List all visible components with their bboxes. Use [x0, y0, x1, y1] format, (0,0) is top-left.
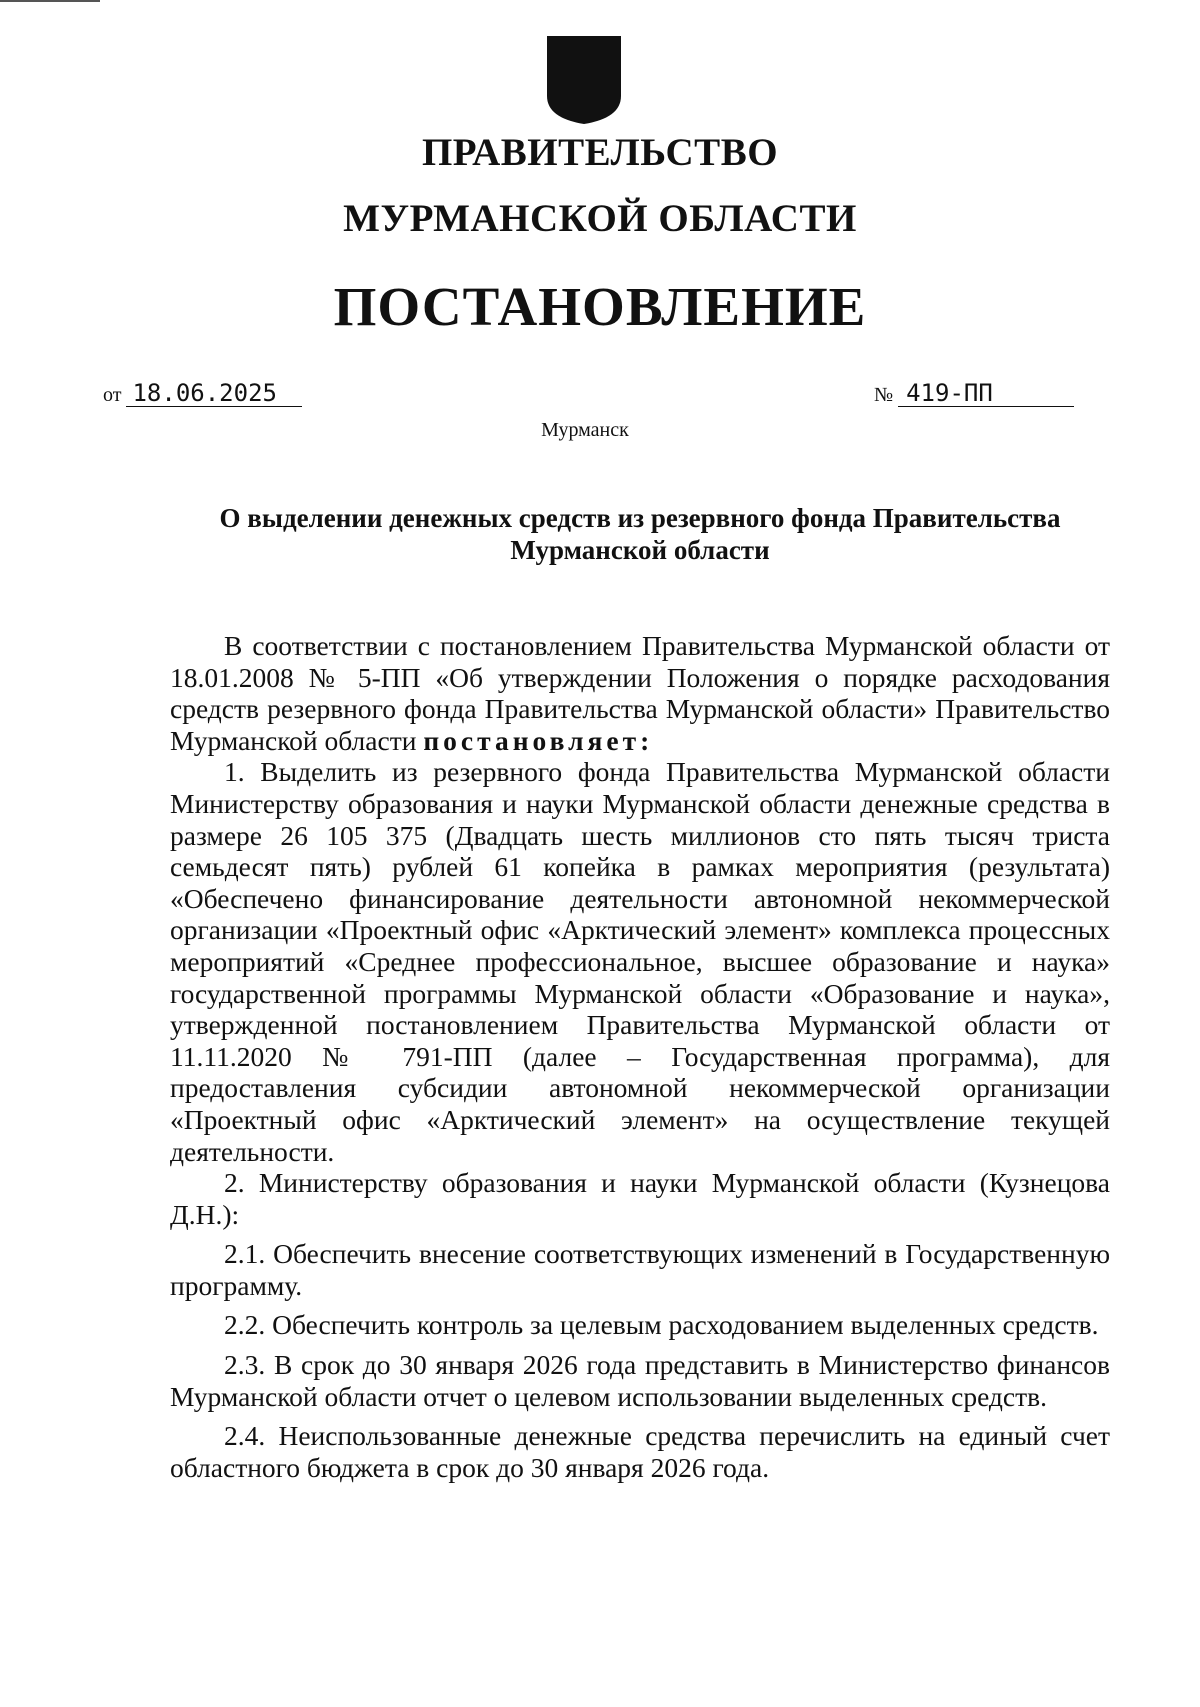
paragraph-1: 1. Выделить из резервного фонда Правительства Мурманской области Министерству образования и науки Мурманской области денежные средства в размере 26 105 375 (Двадцать шесть миллионов сто пять тысяч триста семьдесят пять) рублей 61 копейка в рамках мероприятия (результата) «Обеспечено финансирование деятельности автономной некоммерческой организации «Проектный офис «Арктический элемент» комплекса процессных мероприятий «Среднее профессиональное, высшее образование и наука» государственной программы Мурманской области «Образование и наука», утвержденной постановлением Правительства Мурманской области от 11.11.2020 № 791-ПП (далее – Государственная программа), для предоставления субсидии автономной некоммерческой организации «Проектный офис «Арктический элемент» на осуществление текущей деятельности.	[170, 756, 1110, 1167]
number-prefix: №	[874, 384, 894, 406]
scan-edge-line	[0, 0, 100, 2]
paragraph-2-2: 2.2. Обеспечить контроль за целевым расходованием выделенных средств.	[224, 1309, 1099, 1341]
paragraph-2: 2. Министерству образования и науки Мурманской области (Кузнецова Д.Н.):	[170, 1167, 1110, 1230]
title-line1: О выделении денежных средств из резервного фонда Правительства	[219, 503, 1061, 533]
decree-word: постановляет:	[423, 724, 654, 756]
city: Мурманск	[541, 419, 629, 441]
date-prefix: от	[103, 384, 122, 406]
organization-name-line2: МУРМАНСКОЙ ОБЛАСТИ	[343, 197, 857, 240]
organization-name-line1: ПРАВИТЕЛЬСТВО	[421, 131, 779, 174]
document-body	[170, 630, 1110, 1483]
title-line2: Мурманской области	[510, 535, 770, 565]
document-date: 18.06.2025	[126, 380, 302, 407]
intro-paragraph	[170, 630, 1110, 756]
date-block	[103, 380, 302, 407]
document-type: ПОСТАНОВЛЕНИЕ	[333, 276, 867, 337]
intro-text: В соответствии с постановлением Правительства Мурманской области от 18.01.2008 № 5-ПП «Об утверждении Положения о порядке расходования средств резервного фонда Правительства Мурманской области» Правительство Мурманской области	[170, 630, 1110, 756]
document-title	[190, 502, 1090, 566]
paragraph-2-1: 2.1. Обеспечить внесение соответствующих изменений в Государственную программу.	[170, 1238, 1110, 1301]
coat-of-arms-icon	[545, 34, 623, 126]
paragraph-2-3: 2.3. В срок до 30 января 2026 года представить в Министерство финансов Мурманской области отчет о целевом использовании выделенных средств.	[170, 1349, 1110, 1412]
paragraph-2-4: 2.4. Неиспользованные денежные средства перечислить на единый счет областного бюджета в срок до 30 января 2026 года.	[170, 1420, 1110, 1483]
document-number: 419-ПП	[898, 380, 1074, 407]
number-block	[874, 380, 1074, 407]
